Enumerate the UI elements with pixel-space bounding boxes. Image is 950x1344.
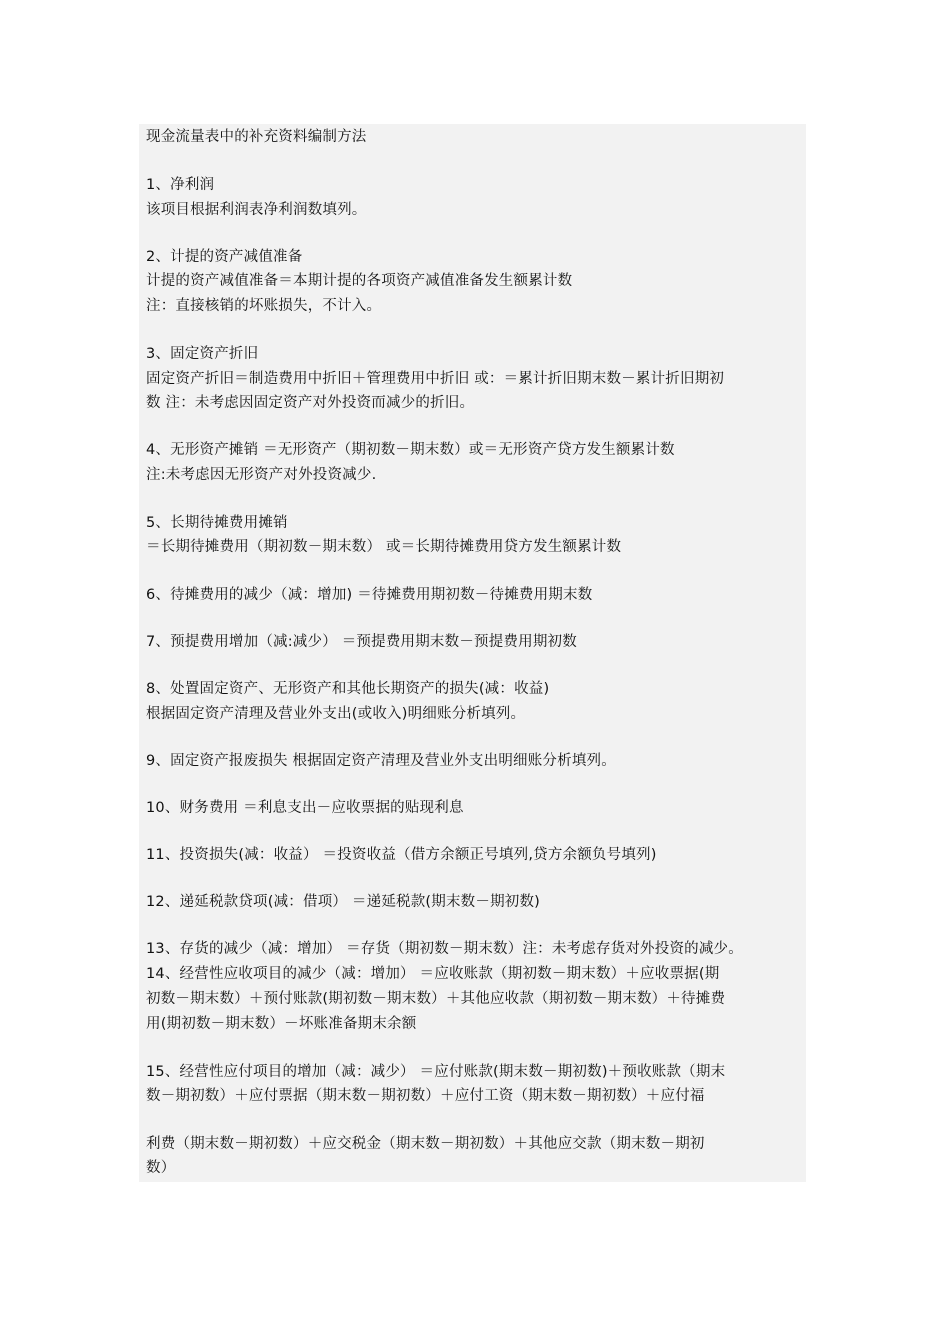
text-line: 6、待摊费用的减少（减：增加) ＝待摊费用期初数－待摊费用期末数 xyxy=(146,587,593,603)
text-line: ＝长期待摊费用（期初数－期末数） 或＝长期待摊费用贷方发生额累计数 xyxy=(146,539,622,555)
text-line: 7、预提费用增加（减:减少） ＝预提费用期末数－预提费用期初数 xyxy=(146,634,577,650)
text-line: 注：直接核销的坏账损失，不计入。 xyxy=(146,298,382,314)
text-line: 计提的资产减值准备＝本期计提的各项资产减值准备发生额累计数 xyxy=(146,273,573,289)
text-line: 用(期初数－期末数）－坏账准备期末余额 xyxy=(146,1016,417,1032)
text-line: 5、长期待摊费用摊销 xyxy=(146,515,288,531)
document-title: 现金流量表中的补充资料编制方法 xyxy=(146,129,367,145)
text-line: 14、经营性应收项目的减少（减：增加） ＝应收账款（期初数－期末数）＋应收票据(期 xyxy=(146,966,720,982)
text-line: 数） xyxy=(146,1160,176,1176)
text-line: 8、处置固定资产、无形资产和其他长期资产的损失(减：收益) xyxy=(146,681,550,697)
text-line: 初数－期末数）＋预付账款(期初数－期末数）＋其他应收款（期初数－期末数）＋待摊费 xyxy=(146,991,726,1007)
text-line: 4、无形资产摊销 ＝无形资产（期初数－期末数）或＝无形资产贷方发生额累计数 xyxy=(146,442,675,458)
text-line: 利费（期末数－期初数）＋应交税金（期末数－期初数）＋其他应交款（期末数－期初 xyxy=(146,1136,705,1152)
text-line: 12、递延税款贷项(减：借项） ＝递延税款(期末数－期初数) xyxy=(146,894,541,910)
text-line: 数－期初数）＋应付票据（期末数－期初数）＋应付工资（期末数－期初数）＋应付福 xyxy=(146,1088,705,1104)
text-line: 9、固定资产报废损失 根据固定资产清理及营业外支出明细账分析填列。 xyxy=(146,753,616,769)
text-line: 固定资产折旧＝制造费用中折旧＋管理费用中折旧 或：＝累计折旧期末数－累计折旧期初 xyxy=(146,371,725,387)
text-line: 11、投资损失(减：收益） ＝投资收益（借方余额正号填列,贷方余额负号填列) xyxy=(146,847,657,863)
text-line: 13、存货的减少（减：增加） ＝存货（期初数－期末数）注：未考虑存货对外投资的减少。 xyxy=(146,941,743,957)
text-line: 3、固定资产折旧 xyxy=(146,346,259,362)
text-line: 根据固定资产清理及营业外支出(或收入)明细账分析填列。 xyxy=(146,706,526,722)
text-line: 15、经营性应付项目的增加（减：减少） ＝应付账款(期末数－期初数)＋预收账款（期末 xyxy=(146,1064,726,1080)
text-line: 该项目根据利润表净利润数填列。 xyxy=(146,202,367,218)
text-line: 数 注：未考虑因固定资产对外投资而减少的折旧。 xyxy=(146,395,475,411)
text-line: 1、净利润 xyxy=(146,177,215,193)
text-line: 2、计提的资产减值准备 xyxy=(146,249,303,265)
text-line: 注:未考虑因无形资产对外投资减少. xyxy=(146,467,377,483)
text-line: 10、财务费用 ＝利息支出－应收票据的贴现利息 xyxy=(146,800,464,816)
